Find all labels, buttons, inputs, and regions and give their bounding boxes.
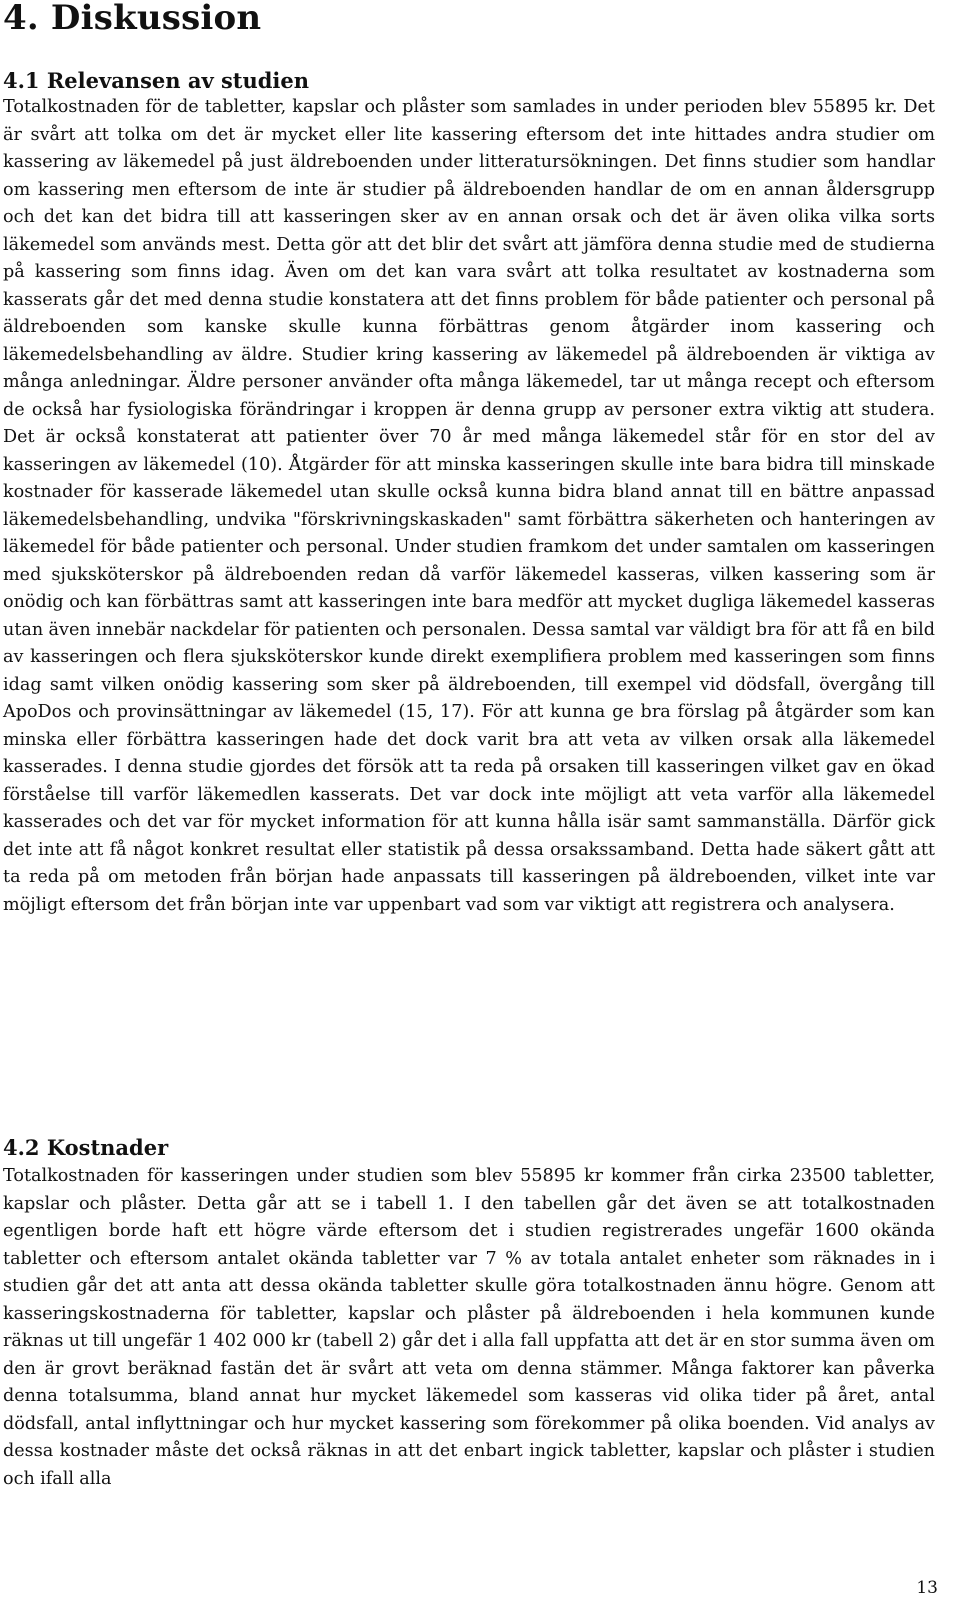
section-title-kostnader: 4.2 Kostnader [3, 1135, 169, 1160]
section-body-kostnader: Totalkostnaden för kasseringen under studien som blev 55895 kr kommer från cirka 23500 tabletter, kapslar och plåster. Detta går att se i tabell 1. I den tabellen går det även se att totalkostnaden egentligen borde haft ett högre värde eftersom det i studien registrerades ungefär 1600 okända tabletter och eftersom antalet okända tabletter var 7 % av totala antalet enheter som räknades in i studien går det att anta att dessa okända tabletter skulle göra totalkostnaden ännu högre. Genom att kasseringskostnaderna för tabletter, kapslar och plåster på äldreboenden i hela kommunen kunde räknas ut till ungefär 1 402 000 kr (tabell 2) går det i alla fall uppfatta att det är en stor summa även om den är grovt beräknad fastän det är svårt att veta om denna stämmer. Många faktorer kan påverka denna totalsumma, bland annat hur mycket läkemedel som kasseras vid olika tider på året, antal dödsfall, antal inflyttningar och hur mycket kassering som förekommer på olika boenden. Vid analys av dessa kostnader måste det också räknas in att det enbart ingick tabletter, kapslar och plåster i studien och ifall alla [3, 1166, 935, 1489]
chapter-title: 4. Diskussion [3, 0, 262, 38]
page-number: 13 [916, 1578, 938, 1598]
section-title-relevansen: 4.1 Relevansen av studien [3, 68, 310, 93]
section-body-relevansen: Totalkostnaden för de tabletter, kapslar och plåster som samlades in under perioden blev 55895 kr. Det är svårt att tolka om det är mycket eller lite kassering eftersom det inte hittades andra studier om kassering av läkemedel på just äldreboenden under litteratursökningen. Det finns studier som handlar om kassering men eftersom de inte är studier på äldreboenden handlar de om en annan åldersgrupp och det kan det bidra till att kasseringen sker av en annan orsak och det är även olika vilka sorts läkemedel som används mest. Detta gör att det blir det svårt att jämföra denna studie med de studierna på kassering som finns idag. Även om det kan vara svårt att tolka resultatet av kostnaderna som kasserats går det med denna studie konstatera att det finns problem för både patienter och personal på äldreboenden som kanske skulle kunna förbättras genom åtgärder inom kassering och läkemedelsbehandling av äldre. Studier kring kassering av läkemedel på äldreboenden är viktiga av många anledningar. Äldre personer använder ofta många läkemedel, tar ut många recept och eftersom de också har fysiologiska förändringar i kroppen är denna grupp av personer extra viktig att studera. Det är också konstaterat att patienter över 70 år med många läkemedel står för en stor del av kasseringen av läkemedel (10). Åtgärder för att minska kasseringen skulle inte bara bidra till minskade kostnader för kasserade läkemedel utan skulle också kunna bidra bland annat till en bättre anpassad läkemedelsbehandling, undvika "förskrivningskaskaden" samt förbättra säkerheten och hanteringen av läkemedel för både patienter och personal. Under studien framkom det under samtalen om kasseringen med sjuksköterskor på äldreboenden redan då varför läkemedel kasseras, vilken kassering som är onödig och kan förbättras samt att kasseringen inte bara medför att mycket dugliga läkemedel kasseras utan även innebär nackdelar för patienten och personalen. Dessa samtal var väldigt bra för att få en bild av kasseringen och flera sjuksköterskor kunde direkt exemplifiera problem med kasseringen som finns idag samt vilken onödig kassering som sker på äldreboenden, till exempel vid dödsfall, övergång till ApoDos och provinsättningar av läkemedel (15, 17). För att kunna ge bra förslag på åtgärder som kan minska eller förbättra kasseringen hade det dock varit bra att veta av vilken orsak alla läkemedel kasserades. I denna studie gjordes det försök att ta reda på orsaken till kasseringen vilket gav en ökad förståelse till varför läkemedlen kasserats. Det var dock inte möjligt att veta varför alla läkemedel kasserades och det var för mycket information för att kunna hålla isär samt sammanställa. Därför gick det inte att få något konkret resultat eller statistik på dessa orsakssamband. Detta hade säkert gått att ta reda på om metoden från början hade anpassats till kasseringen på äldreboenden, vilket inte var möjligt eftersom det från början inte var uppenbart vad som var viktigt att registrera och analysera. [3, 97, 935, 915]
